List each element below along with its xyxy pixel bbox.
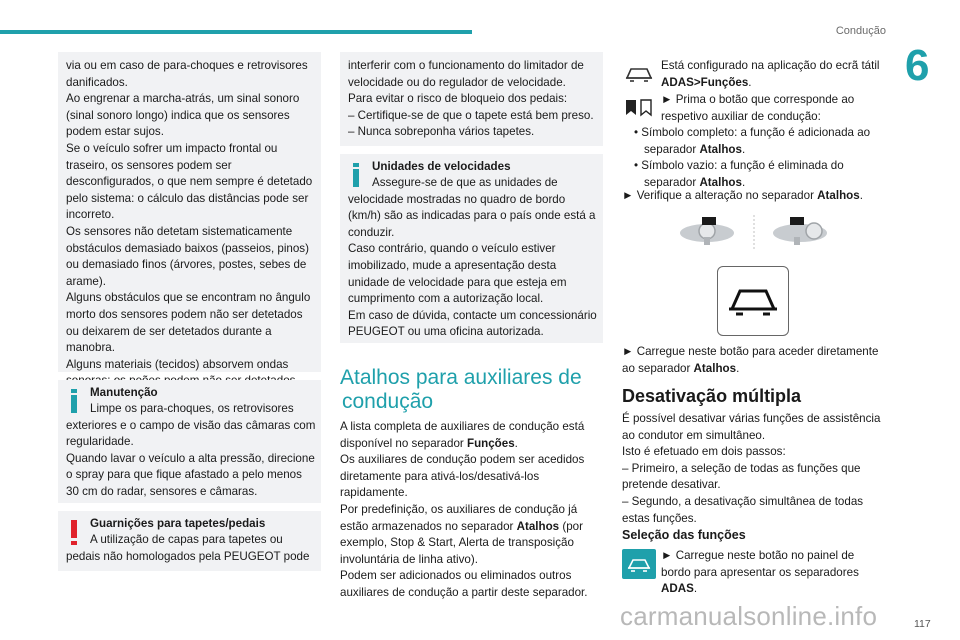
sensor-text-5: Alguns obstáculos que se encontram no ângulo morto dos sensores podem não ser detetados ou deixarem de ser detetados durante a manobra.: [66, 291, 311, 355]
selection-text: ► Carregue neste botão no painel de bordo para apresentar os separadores ADAS.: [661, 549, 859, 596]
maintenance-text-2: Quando lavar o veículo a alta pressão, direcione o spray para que fique afastado a pelo menos 30 cm do radar, sensores e câmaras.: [66, 451, 315, 498]
mats-title: Guarnições para tapetes/pedais: [90, 517, 266, 530]
shortcuts-heading-line2: condução: [342, 390, 434, 413]
mats-warning-note: [58, 511, 321, 571]
maintenance-text-1: Limpe os para-choques, os retrovisores exteriores e o campo de visão das câmaras com regularidade.: [66, 402, 316, 449]
speed-units-text-1: Assegure-se de que as unidades de velocidade mostradas no quadro de bordo (km/h) são as indicadas para o país onde está a conduzir.: [348, 176, 596, 239]
page-number: 117: [914, 618, 931, 630]
deact-p1: É possível desativar várias funções de assistência ao condutor em simultâneo.: [622, 412, 881, 442]
selection-heading: Seleção das funções: [622, 528, 746, 542]
car-outline-icon: [718, 267, 788, 335]
steering-wheel-icon: [674, 213, 834, 253]
shortcuts-p4: Podem ser adicionados ou eliminados outros auxiliares de condução a partir deste separador.: [340, 569, 588, 599]
shortcuts-p1: A lista completa de auxiliares de condução está disponível no separador Funções.: [340, 420, 585, 450]
verify-text: ► Verifique a alteração no separador Atalhos.: [622, 189, 863, 202]
speed-units-text-2: Caso contrário, quando o veículo estiver imobilizado, mude a apresentação desta unidade de velocidade para que esteja em cumprimento com a autorização local.: [348, 242, 567, 306]
speed-units-title: Unidades de velocidades: [372, 160, 511, 173]
shortcuts-p3: Por predefinição, os auxiliares de condução já estão armazenados no separador Atalhos (por exemplo, Stop & Start, Alerta de transposição involuntária de linha ativo).: [340, 502, 583, 566]
car-outline-icon: [622, 53, 656, 91]
maintenance-note: [58, 380, 321, 503]
mats-cont-1: interferir com o funcionamento do limitador de velocidade ou do regulador de velocidade.: [348, 59, 584, 89]
deact-step2: – Segundo, a desativação simultânea de todas estas funções.: [622, 494, 864, 525]
sensor-limitations-box: [58, 52, 321, 372]
header-accent-bar: [0, 30, 472, 34]
mats-cont-3: – Certifique-se de que o tapete está bem preso.: [348, 108, 594, 122]
press-button-text: ► Carregue neste botão para aceder diretamente ao separador Atalhos.: [622, 345, 879, 375]
chapter-number: 6: [905, 41, 930, 90]
step1-text: Está configurado na aplicação do ecrã tátil ADAS>Funções.: [661, 59, 880, 89]
mats-cont-2: Para evitar o risco de bloqueio dos pedais:: [348, 92, 568, 106]
bookmark-full-empty-icon: [624, 96, 658, 120]
shortcuts-heading: [340, 366, 603, 414]
mats-warning-continued: [340, 52, 603, 146]
adas-shortcut-button[interactable]: [717, 266, 789, 336]
steering-illustration: [674, 213, 834, 253]
sensor-text-1: via ou em caso de para-choques e retrovisores danificados.: [66, 59, 308, 89]
shortcuts-body: [340, 419, 605, 602]
shortcuts-p2: Os auxiliares de condução podem ser acedidos diretamente para ativá-los/desativá-los rapidamente.: [340, 453, 585, 500]
symbol-bullets: [630, 125, 880, 191]
mats-cont-4: – Nunca sobreponha vários tapetes.: [348, 125, 535, 139]
step2-text: ► Prima o botão que corresponde ao respetivo auxiliar de condução:: [661, 93, 855, 123]
bullet-full: • Símbolo completo: a função é adicionada ao separador Atalhos.: [634, 126, 871, 156]
bullet-empty: • Símbolo vazio: a função é eliminada do separador Atalhos.: [634, 159, 844, 189]
deact-step1: – Primeiro, a seleção de todas as funções que pretende desativar.: [622, 461, 861, 492]
sensor-text-6: Alguns materiais (tecidos) absorvem ondas: [66, 357, 289, 371]
shortcuts-heading-line1: Atalhos para auxiliares de: [340, 366, 582, 389]
sensor-text-3: Se o veículo sofrer um impacto frontal ou traseiro, os sensores podem ser desconfigurados, o que nem sempre é detetado pelo sistema: o cálculo das distâncias pode ser incorreto.: [66, 141, 313, 222]
speed-units-note: [340, 154, 603, 343]
deact-p2: Isto é efetuado em dois passos:: [622, 445, 786, 459]
multi-deactivation-body: [622, 411, 884, 527]
watermark: carmanualsonline.info: [620, 601, 878, 631]
sensor-text-2: Ao engrenar a marcha-atrás, um sinal sonoro (sinal sonoro longo) indica que os sensores podem estar sujos.: [66, 92, 300, 139]
multi-deactivation-heading: Desativação múltipla: [622, 386, 802, 406]
speed-units-text-3: Em caso de dúvida, contacte um concessionário PEUGEOT ou uma oficina autorizada.: [348, 308, 597, 339]
car-outline-icon: [622, 549, 656, 579]
maintenance-title: Manutenção: [90, 386, 158, 399]
section-title: Condução: [835, 25, 886, 37]
adas-panel-button[interactable]: [622, 549, 656, 579]
mats-text: A utilização de capas para tapetes ou pedais não homologados pela PEUGEOT pode: [66, 533, 310, 563]
adas-car-icon-frame: [622, 53, 656, 91]
bookmark-icons: [624, 96, 658, 120]
sensor-text-4: Os sensores não detetam sistematicamente obstáculos demasiado baixos (passeios, pinos) ou demasiado finos (árvores, postes, sebes de arame).: [66, 224, 309, 288]
